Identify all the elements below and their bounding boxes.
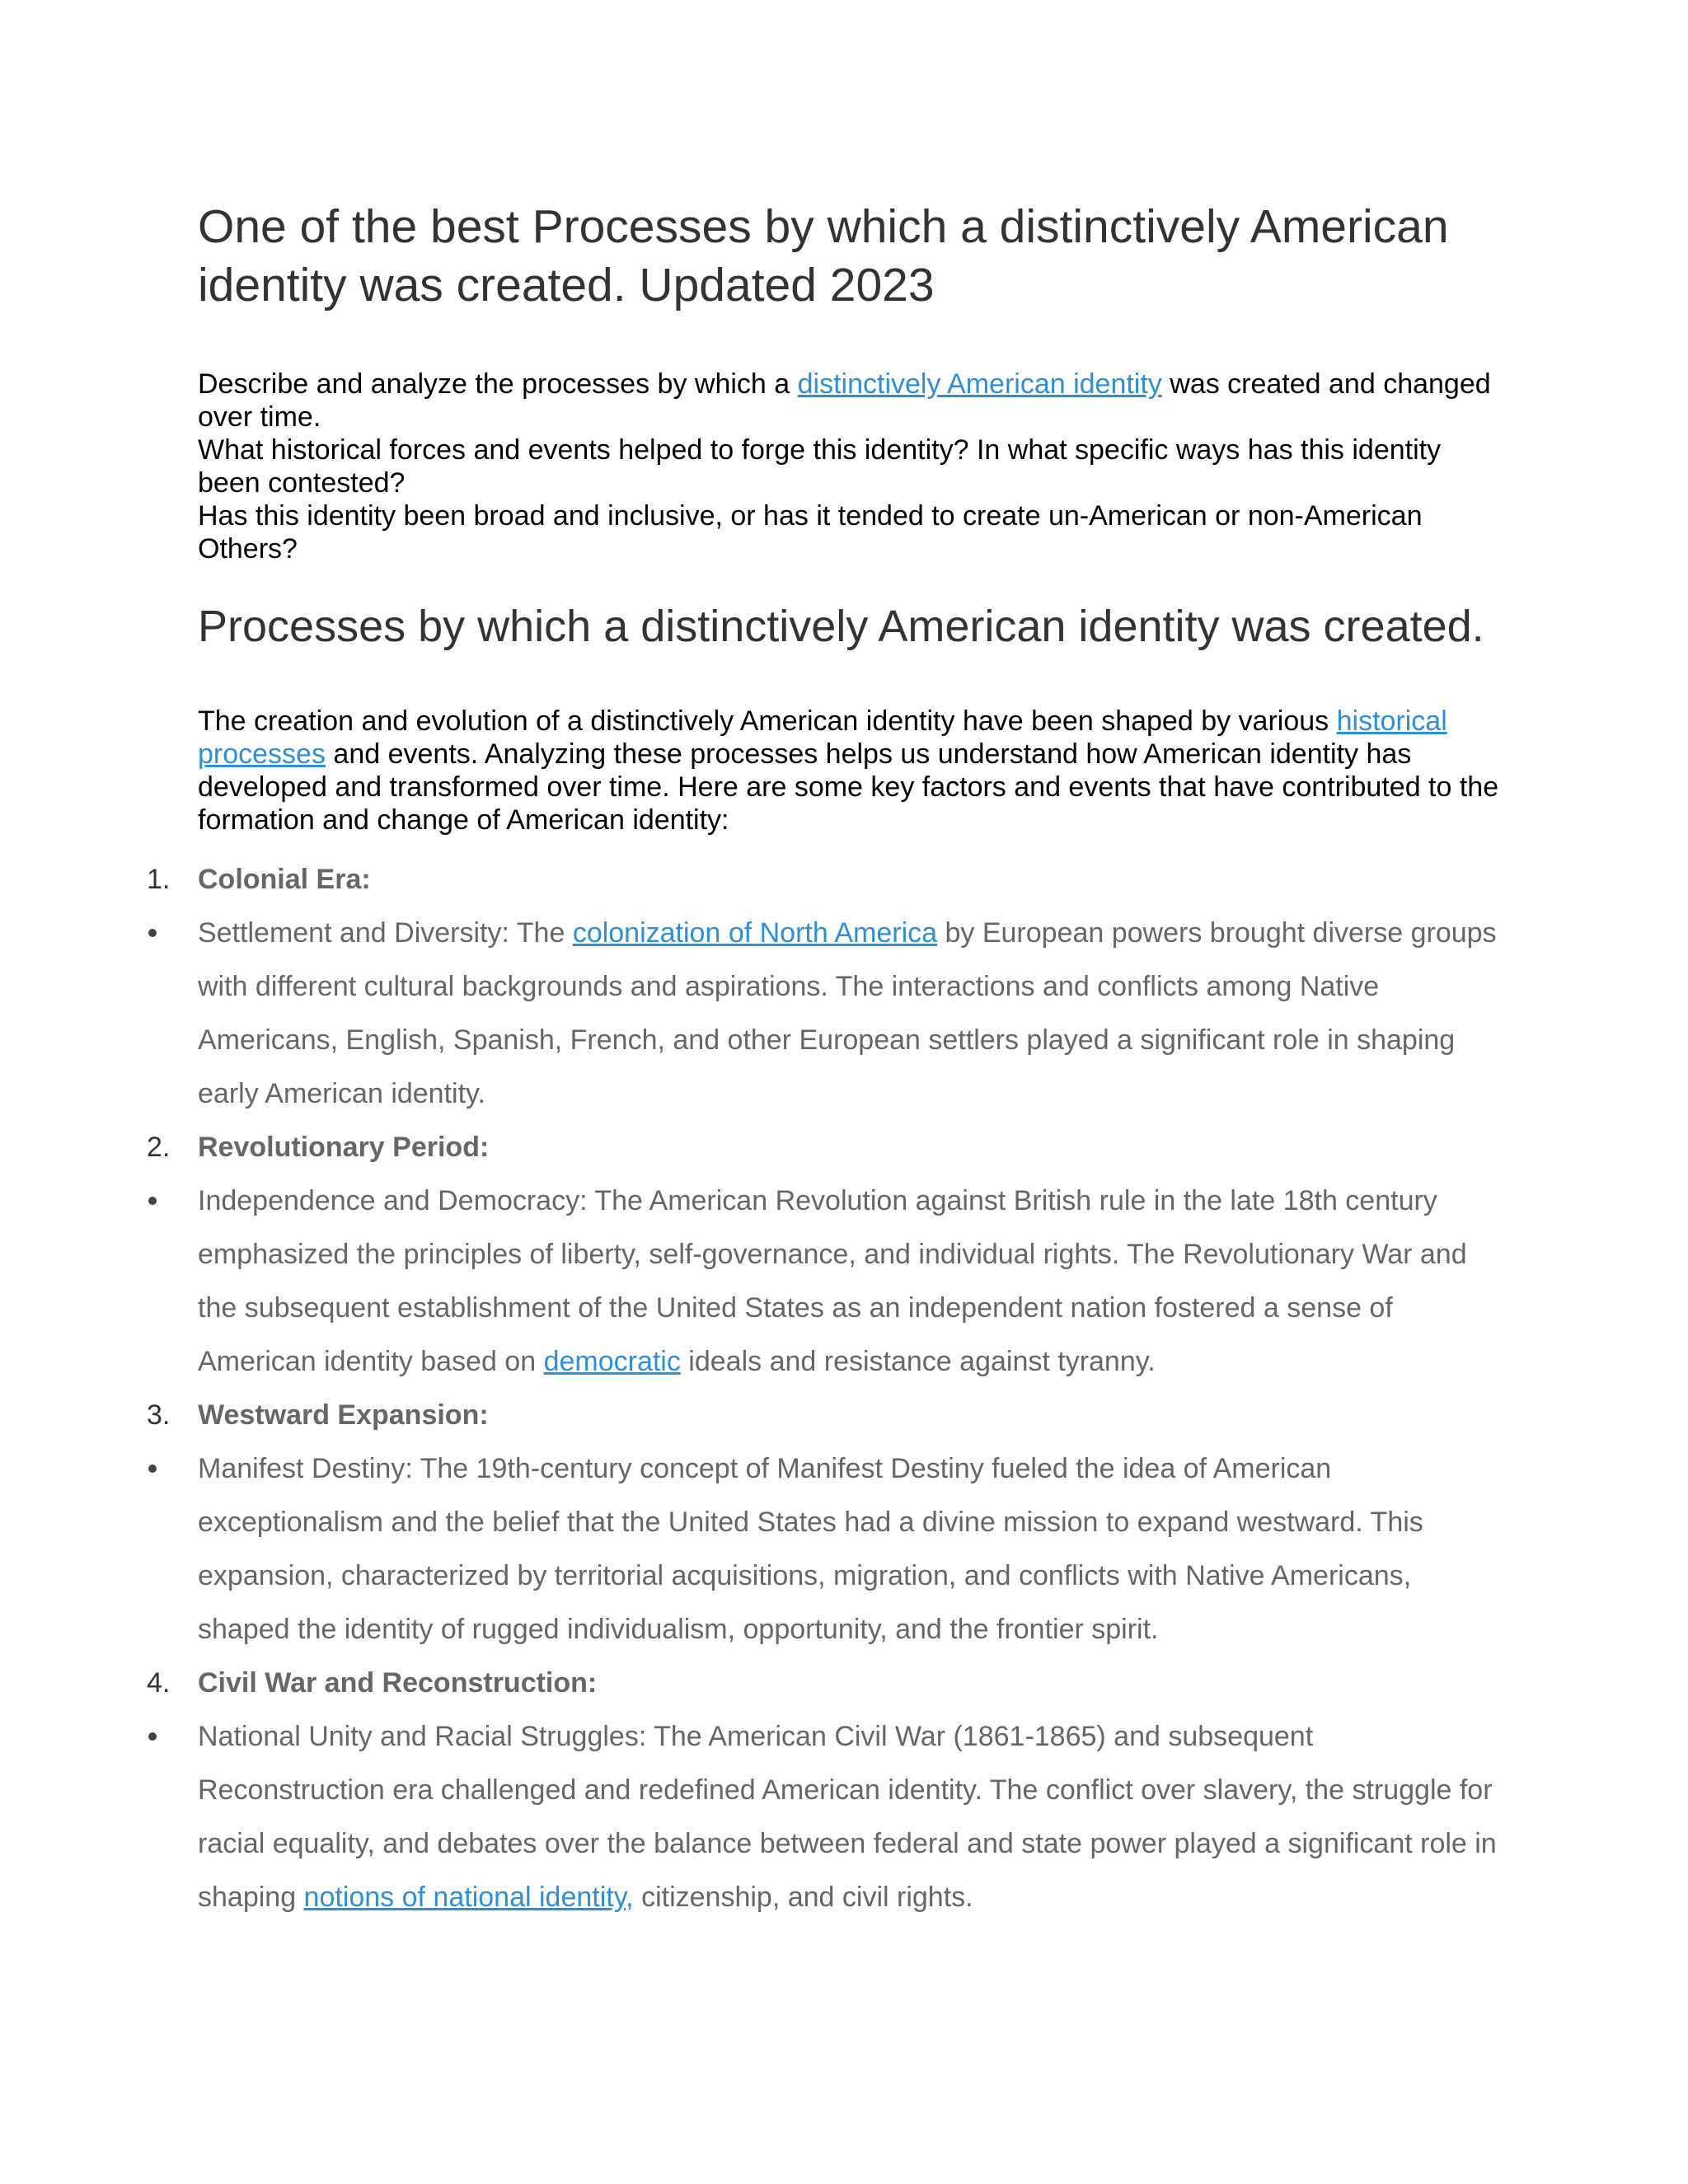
list-item-label: Colonial Era: xyxy=(198,864,371,895)
historical-processes-link[interactable]: historical processes xyxy=(198,705,1447,770)
section-heading: Processes by which a distinctively American identity was created. xyxy=(198,602,1484,651)
list-item-label: Civil War and Reconstruction: xyxy=(198,1667,598,1699)
colonization-of-north-america-link[interactable]: colonization of North America xyxy=(572,917,938,949)
intro-text: was created and changed over time. xyxy=(198,368,1491,433)
section-heading-wrap xyxy=(198,600,1500,653)
list-item-label: Revolutionary Period: xyxy=(198,1132,490,1163)
list-item-text: ideals and resistance against tyranny. xyxy=(680,1346,1156,1377)
section-intro-paragraph xyxy=(198,705,1500,837)
distinctively-american-identity-link[interactable]: distinctively American identity xyxy=(797,368,1162,400)
list-item-heading xyxy=(147,1657,1500,1710)
intro-paragraph-2: What historical forces and events helped to forge this identity? In what specific ways has this identity been contested? xyxy=(198,434,1442,499)
intro-paragraph-3: Has this identity been broad and inclusive, or has it tended to create un-American or non-American Others? xyxy=(198,500,1423,565)
list-number: 2. xyxy=(147,1132,171,1163)
list-item xyxy=(198,1442,1500,1657)
bullet-icon xyxy=(148,1732,157,1741)
list-item-text: National Unity and Racial Struggles: The American Civil War (1861-1865) and subsequent Reconstruction era challenged and redefined American identity. The conflict over slavery, the struggle for racial equality, and debates over the balance between federal and state power played a significant role in shaping xyxy=(198,1721,1497,1913)
democratic-link[interactable]: democratic xyxy=(543,1346,681,1377)
list-item-label: Westward Expansion: xyxy=(198,1399,489,1431)
list-item xyxy=(198,1174,1500,1389)
list-item-text: citizenship, and civil rights. xyxy=(633,1882,973,1913)
intro-paragraph-1 xyxy=(198,368,1500,434)
page-title: One of the best Processes by which a distinctively American identity was created. Updated 2023 xyxy=(198,200,1449,312)
bullet-icon xyxy=(148,1197,157,1205)
bullet-icon xyxy=(148,929,157,937)
notions-of-national-identity-link[interactable]: notions of national identity, xyxy=(303,1882,634,1913)
list-item-text: Independence and Democracy: The American Revolution against British rule in the late 18th century emphasized the principles of liberty, self-governance, and individual rights. The Revolutionary War and the subsequent establishment of the United States as an independent nation fostered a sense of American identity based on xyxy=(198,1185,1467,1377)
list-item-text: Settlement and Diversity: The xyxy=(198,917,573,949)
document-content xyxy=(147,198,1500,1924)
list-item-heading xyxy=(147,1121,1500,1174)
list-number: 3. xyxy=(147,1399,171,1431)
section-intro-text: and events. Analyzing these processes helps us understand how American identity has developed and transformed over time. Here are some key factors and events that have contributed to the formation and change of American identity: xyxy=(198,738,1499,836)
intro-section xyxy=(198,368,1500,565)
list-item-heading xyxy=(147,1389,1500,1442)
list-item-heading xyxy=(147,853,1500,907)
list-number: 4. xyxy=(147,1667,171,1699)
list-item-text: Manifest Destiny: The 19th-century concept of Manifest Destiny fueled the idea of American exceptionalism and the belief that the United States had a divine mission to expand westward. This expansion, characterized by territorial acquisitions, migration, and conflicts with Native Americans, shaped the identity of rugged individualism, opportunity, and the frontier spirit. xyxy=(198,1453,1423,1645)
section-intro-text: The creation and evolution of a distinctively American identity have been shaped by various xyxy=(198,705,1337,737)
list-item xyxy=(198,1710,1500,1924)
bullet-icon xyxy=(148,1465,157,1473)
intro-text: Describe and analyze the processes by which a xyxy=(198,368,798,400)
factors-list xyxy=(147,853,1500,1924)
list-number: 1. xyxy=(147,864,171,895)
section-intro xyxy=(198,705,1500,837)
list-item xyxy=(198,907,1500,1121)
list-item-text: by European powers brought diverse groups with different cultural backgrounds and aspirations. The interactions and conflicts among Native Americans, English, Spanish, French, and other European settlers played a significant role in shaping early American identity. xyxy=(198,917,1497,1109)
